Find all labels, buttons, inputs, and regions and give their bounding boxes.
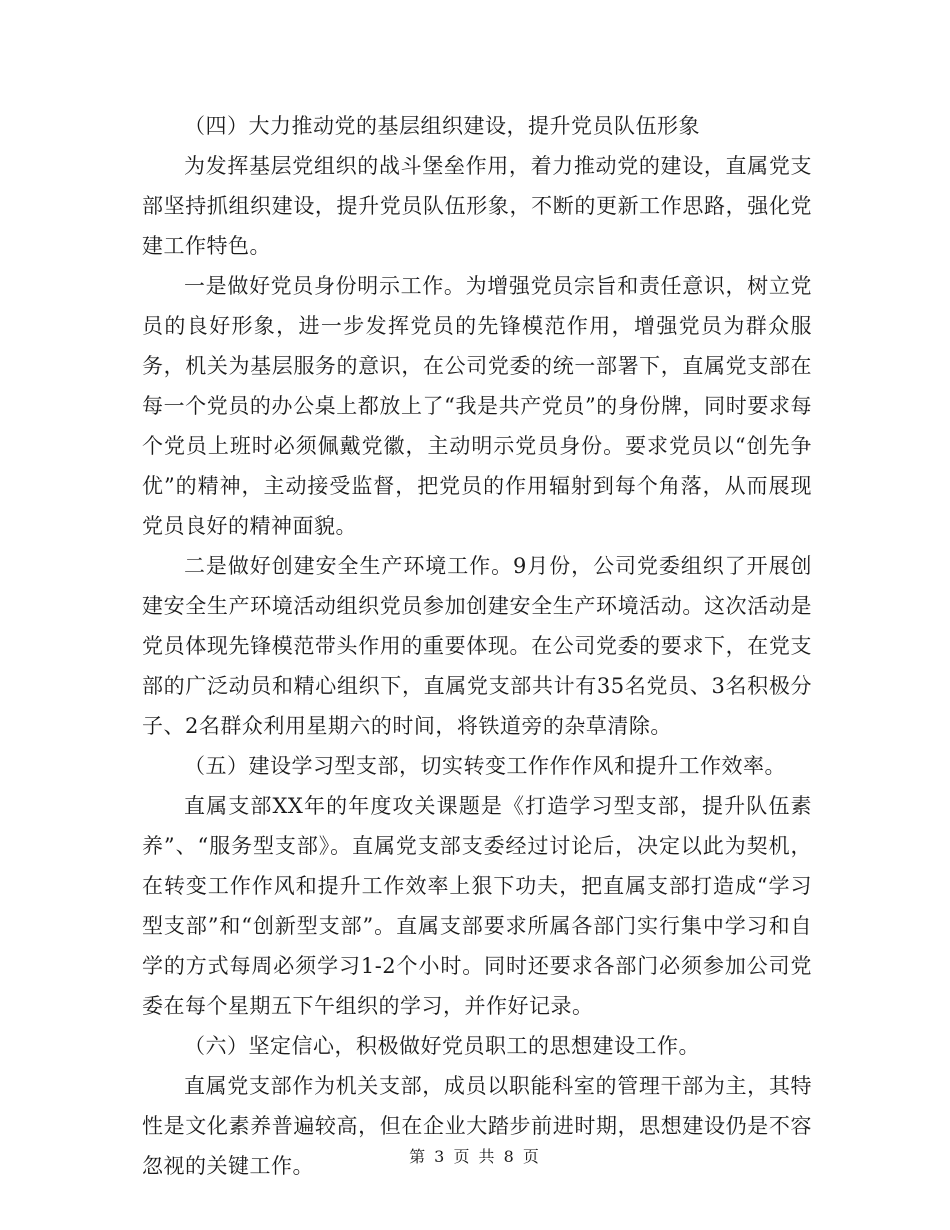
paragraph: 二是做好创建安全生产环境工作。9月份，公司党委组织了开展创建安全生产环境活动组织党员参加创建安全生产环境活动。这次活动是党员体现先锋模范带头作用的重要体现。在公司党委的要求下，在党支部的广泛动员和精心组织下，直属党支部共计有35名党员、3名积极分子、2名群众利用星期六的时间，将铁道旁的杂草清除。: [142, 554, 812, 738]
paragraph: 直属党支部作为机关支部，成员以职能科室的管理干部为主，其特性是文化素养普遍较高，但在企业大踏步前进时期，思想建设仍是不容忽视的关键工作。: [142, 1074, 812, 1178]
document-body: [142, 106, 812, 1186]
paragraph: 直属支部XX年的年度攻关课题是《打造学习型支部，提升队伍素养”、“服务型支部》。直属党支部支委经过讨论后，决定以此为契机，在转变工作作风和提升工作效率上狠下功夫，把直属支部打造成“学习型支部”和“创新型支部”。直属支部要求所属各部门实行集中学习和自学的方式每周必须学习1-2个小时。同时还要求各部门必须参加公司党委在每个星期五下午组织的学习，并作好记录。: [142, 794, 812, 1018]
paragraph: 一是做好党员身份明示工作。为增强党员宗旨和责任意识，树立党员的良好形象，进一步发挥党员的先锋模范作用，增强党员为群众服务，机关为基层服务的意识，在公司党委的统一部署下，直属党支部在每一个党员的办公桌上都放上了“我是共产党员”的身份牌，同时要求每个党员上班时必须佩戴党徽，主动明示党员身份。要求党员以“创先争优”的精神，主动接受监督，把党员的作用辐射到每个角落，从而展现党员良好的精神面貌。: [142, 274, 812, 538]
section-heading-4: （四）大力推动党的基层组织建设，提升党员队伍形象: [184, 114, 700, 138]
section-heading-5: （五）建设学习型支部，切实转变工作作作风和提升工作效率。: [184, 754, 786, 778]
section-heading-6: （六）坚定信心，积极做好党员职工的思想建设工作。: [184, 1034, 700, 1058]
page-number-footer: 第 3 页 共 8 页: [409, 1147, 541, 1166]
paragraph: 为发挥基层党组织的战斗堡垒作用，着力推动党的建设，直属党支部坚持抓组织建设，提升党员队伍形象，不断的更新工作思路，强化党建工作特色。: [142, 154, 812, 258]
